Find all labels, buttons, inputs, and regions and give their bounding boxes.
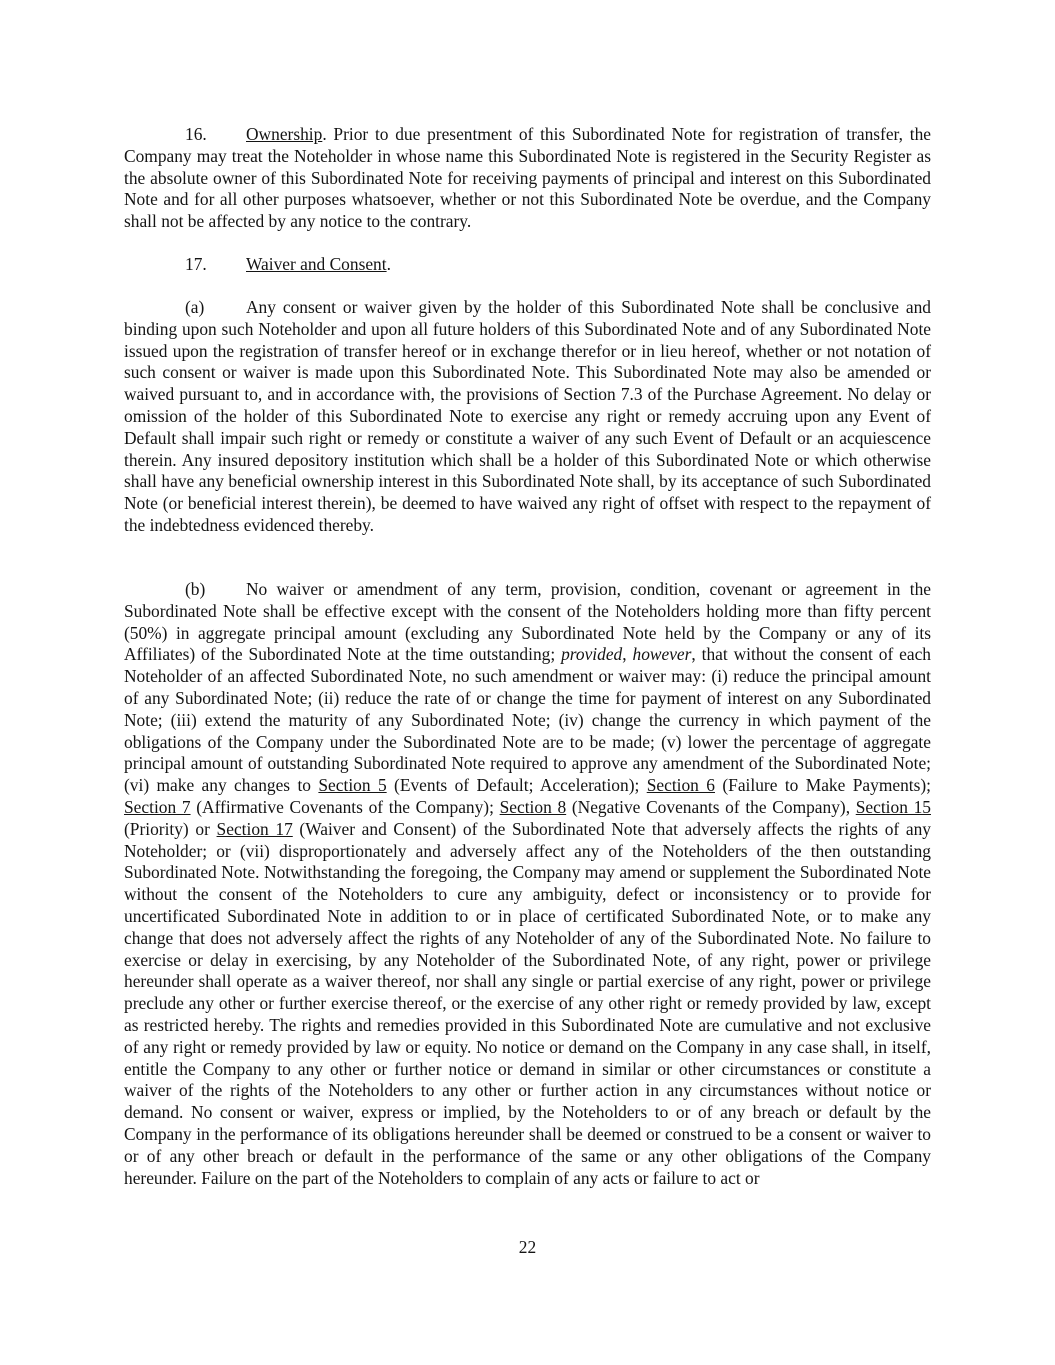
section-16-text: . Prior to due presentment of this Subordinated Note for registration of transfer, the Company may treat the Noteholder in whose name this Subordinated Note is registered in the Security Register as the absolute owner of this Subordinated Note for receiving payments of principal and interest on this Subordinated Note and for all other purposes whatsoever, whether or not this Subordinated Note be overdue, and the Company shall not be affected by any notice to the contrary.: [124, 124, 931, 232]
section-17-heading-end: .: [386, 254, 391, 274]
paragraph-b-text-4: (Failure to Make Payments);: [714, 775, 931, 796]
paragraph-b-text-3: (Events of Default; Acceleration);: [386, 775, 647, 796]
section-16-number: 16.: [185, 124, 207, 144]
section-17: [124, 254, 931, 276]
paragraph-a-label: (a): [185, 297, 205, 317]
paragraph-b: [124, 579, 931, 1189]
section-16-heading: Ownership: [246, 124, 323, 144]
section-6-reference: Section 6: [646, 775, 715, 796]
page-number: 22: [518, 1237, 537, 1257]
section-17-number: 17.: [185, 254, 207, 274]
section-5-reference: Section 5: [318, 775, 387, 796]
paragraph-b-text-2: , that without the consent of each Noteholder of an affected Subordinated Note, no such amendment or waiver may: (i) reduce the principal amount of any Subordinated Note; (ii) reduce the rate of or change the time for payment of interest on any Subordinated Note; (iii) extend the maturity of any Subordinated Note; (iv) change the currency in which payment of the obligations of the Company under the Subordinated Note are to be made; (v) lower the percentage of aggregate principal amount of outstanding Subordinated Note required to approve any amendment of the Subordinated Note; (vi) make any changes to: [124, 644, 931, 796]
section-16: [124, 124, 931, 233]
section-17-reference: Section 17: [216, 818, 293, 839]
paragraph-b-text-1: No waiver or amendment of any term, provision, condition, covenant or agreement in the Subordinated Note shall be effective except with the consent of the Noteholders holding more than fifty percent (50%) in aggregate principal amount (excluding any Subordinated Note held by the Company or any of its Affiliates) of the Subordinated Note at the time outstanding;: [124, 579, 931, 665]
paragraph-b-text-7: (Priority) or: [124, 818, 217, 839]
however-term: however: [632, 644, 692, 665]
provided-comma: ,: [622, 644, 633, 665]
paragraph-b-label: (b): [185, 579, 206, 599]
paragraph-a: [124, 297, 931, 537]
paragraph-a-text: Any consent or waiver given by the holder of this Subordinated Note shall be conclusive and binding upon such Noteholder and upon all future holders of this Subordinated Note and of any Subordinated Note issued upon the registration of transfer hereof or in exchange therefor or in lieu hereof, whether or not notation of such consent or waiver is made upon this Subordinated Note. This Subordinated Note may also be amended or waived pursuant to, and in accordance with, the provisions of Section 7.3 of the Purchase Agreement. No delay or omission of the holder of this Subordinated Note to exercise any right or remedy accruing upon any Event of Default shall impair such right or remedy or constitute a waiver of any such Event of Default or an acquiescence therein. Any insured depository institution which shall be a holder of this Subordinated Note or which otherwise shall have any beneficial ownership interest in this Subordinated Note shall, by its acceptance of such Subordinated Note (or beneficial interest therein), be deemed to have waived any right of offset with respect to the repayment of the indebtedness evidenced thereby.: [124, 297, 931, 535]
section-17-heading: Waiver and Consent: [246, 254, 387, 274]
section-8-reference: Section 8: [499, 796, 567, 817]
paragraph-b-text-8: (Waiver and Consent) of the Subordinated Note that adversely affects the rights of any Noteholder; or (vii) disproportionately and adversely affect any of the Noteholders of the then outstanding Subordinated Note. Notwithstanding the foregoing, the Company may amend or supplement the Subordinated Note without the consent of the Noteholders to cure any ambiguity, defect or inconsistency or to provide for uncertificated Subordinated Note in addition to or in place of certificated Subordinated Note, or to make any change that does not adversely affect the rights of any Noteholder of any of the Subordinated Note. No failure to exercise or delay in exercising, by any Noteholder of the Subordinated Note, of any right, power or privilege hereunder shall operate as a waiver thereof, nor shall any single or partial exercise of any right, power or privilege preclude any other or further exercise thereof, or the exercise of any other right or remedy provided by law, except as restricted hereby. The rights and remedies provided in this Subordinated Note are cumulative and not exclusive of any right or remedy provided by law or equity. No notice or demand on the Company in any case shall, in itself, entitle the Company to any other or further notice or demand in similar or other circumstances or constitute a waiver of the rights of the Noteholders to any other or further action in any circumstances without notice or demand. No consent or waiver, express or implied, by the Noteholders to or of any breach or default by the Company in the performance of its obligations hereunder shall be deemed or construed to be a consent or waiver to or of any other breach or default in the performance of the same or any other obligations of the Company hereunder. Failure on the part of the Noteholders to complain of any acts or failure to act or: [124, 818, 931, 1188]
paragraph-b-text-5: (Affirmative Covenants of the Company);: [190, 796, 500, 817]
provided-term: provided: [561, 644, 623, 665]
section-7-reference: Section 7: [124, 796, 191, 817]
paragraph-b-text-6: (Negative Covenants of the Company),: [566, 796, 856, 817]
section-15-reference: Section 15: [855, 796, 931, 817]
